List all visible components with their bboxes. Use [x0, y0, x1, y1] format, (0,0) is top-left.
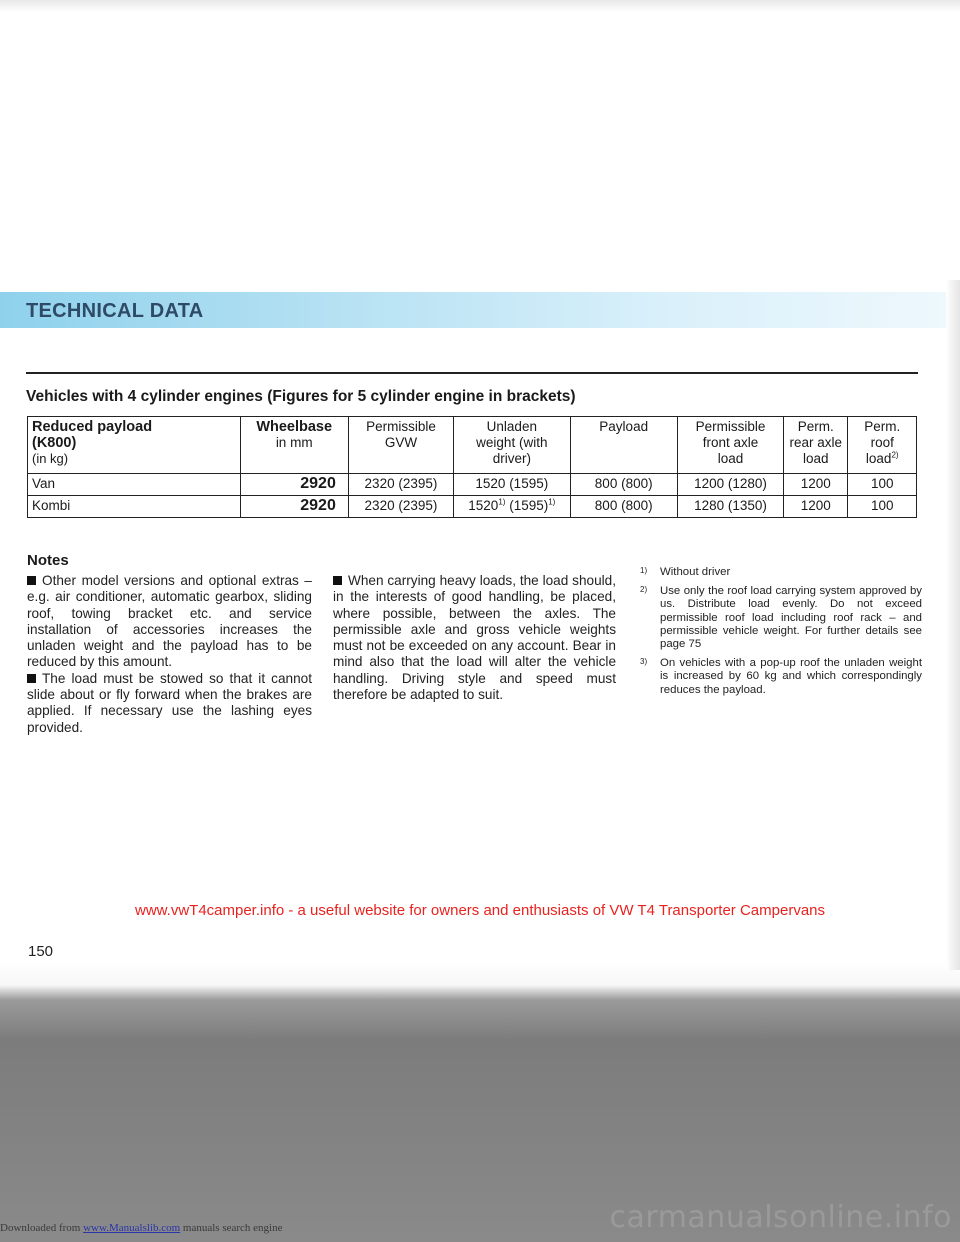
header-gvw-line2: GVW — [384, 435, 418, 450]
cell-payload: 800 (800) — [570, 474, 677, 496]
header-unladen-line3: driver) — [492, 451, 531, 466]
note-text: The load must be stowed so that it cannot slide about or fly forward when the brakes are applied. If necessary use the lashing eyes provided. — [27, 670, 312, 735]
footnote — [640, 657, 922, 697]
note-paragraph — [333, 573, 616, 703]
cell-rear-axle: 1200 — [784, 474, 848, 496]
notes-column-2 — [333, 573, 616, 703]
scan-top-shade — [0, 0, 960, 12]
header-roof-load — [848, 417, 917, 474]
header-reduced-payload-line2: (K800) — [32, 435, 77, 451]
cell-roof: 100 — [848, 474, 917, 496]
bullet-square-icon — [333, 576, 342, 585]
table-row — [28, 474, 917, 496]
header-gvw-line1: Permissible — [366, 419, 436, 434]
manualslib-link[interactable]: www.Manualslib.com — [83, 1222, 181, 1234]
cell-unladen — [454, 496, 570, 518]
page-number: 150 — [28, 943, 54, 960]
table-header-row — [28, 417, 917, 474]
footer-prefix: Downloaded from — [0, 1222, 84, 1234]
footnotes-column — [640, 566, 922, 703]
header-front-line2: front axle — [702, 435, 759, 450]
cell-wheelbase: 2920 — [240, 496, 348, 518]
notes-heading: Notes — [27, 552, 69, 569]
bullet-square-icon — [27, 674, 36, 683]
header-front-line1: Permissible — [695, 419, 766, 434]
row-label: Kombi — [28, 496, 241, 518]
header-wheelbase-unit: in mm — [275, 435, 313, 450]
header-roof-line3: load — [865, 451, 892, 466]
weights-table — [27, 416, 917, 518]
header-rear-line2: rear axle — [789, 435, 843, 450]
header-front-line3: load — [717, 451, 744, 466]
header-unladen-line2: weight (with — [476, 435, 548, 450]
watermark: carmanualsonline.info — [609, 1200, 952, 1235]
header-payload-label: Payload — [599, 419, 649, 434]
footer-suffix: manuals search engine — [180, 1222, 283, 1234]
footnote-ref: 1) — [548, 497, 556, 507]
header-reduced-payload-line1: Reduced payload — [32, 419, 153, 435]
header-permissible-gvw — [348, 417, 453, 474]
footnote — [640, 566, 922, 579]
header-front-axle — [677, 417, 783, 474]
cell-roof: 100 — [848, 496, 917, 518]
footnote-ref: 1) — [498, 497, 506, 507]
website-note: www.vwT4camper.info - a useful website for owners and enthusiasts of VW T4 Transporter Campervans — [134, 902, 826, 919]
note-text: Other model versions and optional extras – e.g. air conditioner, automatic gearbox, sliding roof, towing bracket etc. and service installation of accessories increases the unladen weight and the payload has to be reduced by this amount. — [27, 573, 312, 670]
header-rear-line3: load — [803, 451, 829, 466]
cell-gvw: 2320 (2395) — [348, 474, 453, 496]
cell-wheelbase: 2920 — [240, 474, 348, 496]
cell-payload: 800 (800) — [570, 496, 677, 518]
footnote-text: Without driver — [660, 566, 731, 578]
note-text: When carrying heavy loads, the load should, in the interests of good handling, be placed, where possible, between the axles. The permissible axle and gross vehicle weights must not be exceeded on any account. Bear in mind also that the load will alter the vehicle handling. Driving style and speed must therefore be adapted to suit. — [333, 573, 616, 703]
section-title: TECHNICAL DATA — [26, 300, 204, 322]
header-roof-line1: Perm. — [864, 419, 901, 434]
header-wheelbase — [240, 417, 348, 474]
page-edge-shadow — [946, 280, 960, 970]
notes-column-1 — [27, 573, 312, 736]
cell-unladen: 1520 (1595) — [454, 474, 570, 496]
row-label: Van — [28, 474, 241, 496]
cell-gvw: 2320 (2395) — [348, 496, 453, 518]
horizontal-rule — [26, 372, 918, 374]
section-header-band — [0, 292, 946, 328]
note-paragraph — [27, 573, 312, 671]
footnote-mark: 2) — [640, 585, 648, 595]
bullet-square-icon — [27, 576, 36, 585]
header-rear-line1: Perm. — [797, 419, 834, 434]
footnote — [640, 585, 922, 651]
header-unit-kg: (in kg) — [32, 451, 69, 466]
table-subtitle: Vehicles with 4 cylinder engines (Figures for 5 cylinder engine in brackets) — [26, 388, 576, 405]
header-rear-axle — [784, 417, 848, 474]
header-unladen-line1: Unladen — [486, 419, 537, 434]
cell-front-axle: 1280 (1350) — [677, 496, 783, 518]
footnote-ref: 2) — [891, 450, 899, 460]
footnote-mark: 1) — [640, 566, 648, 575]
header-wheelbase-label: Wheelbase — [256, 419, 333, 435]
cell-unladen-bracket: (1595) — [505, 498, 549, 513]
header-roof-line2: roof — [870, 435, 894, 450]
cell-rear-axle: 1200 — [784, 496, 848, 518]
header-unladen-weight — [454, 417, 570, 474]
cell-front-axle: 1200 (1280) — [677, 474, 783, 496]
footnote-text: On vehicles with a pop-up roof the unladen weight is increased by 60 kg and which correspondingly reduces the payload. — [660, 657, 922, 696]
cell-unladen-value: 1520 — [468, 498, 499, 513]
table-row — [28, 496, 917, 518]
footnote-mark: 3) — [640, 657, 648, 667]
footnote-text: Use only the roof load carrying system approved by us. Distribute load evenly. Do not exceed permissible roof load including roof rack – and permissible vehicle weight. For further details see page 75 — [660, 585, 922, 651]
header-reduced-payload — [28, 417, 241, 474]
download-footer — [0, 1222, 282, 1234]
note-paragraph — [27, 671, 312, 736]
header-payload — [570, 417, 677, 474]
